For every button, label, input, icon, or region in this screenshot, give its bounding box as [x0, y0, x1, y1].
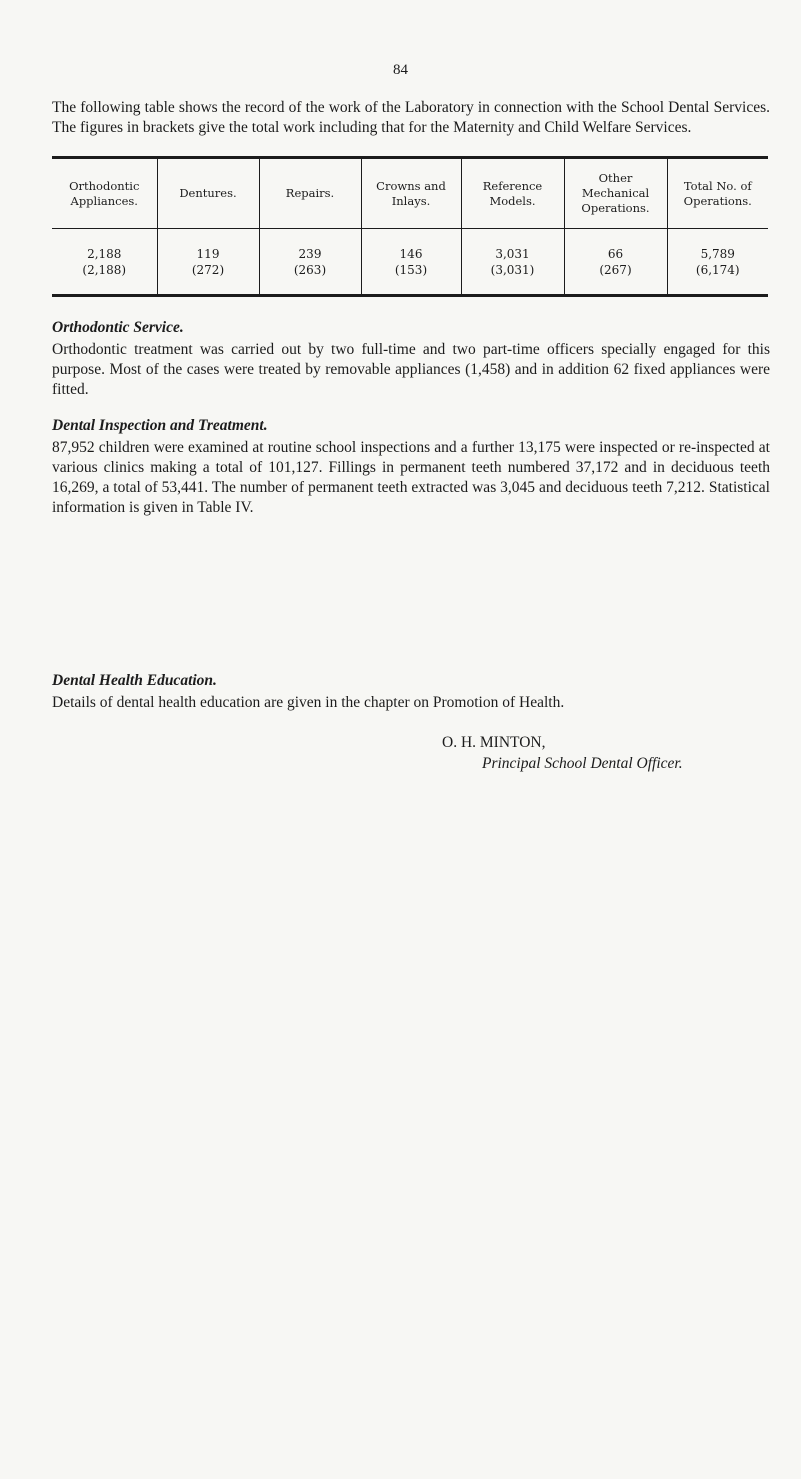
section-title-health-education: Dental Health Education. [52, 672, 217, 689]
header-crowns-and-inlays: Crowns and Inlays. [361, 158, 461, 229]
signature-title: Principal School Dental Officer. [482, 755, 683, 772]
page-number: 84 [393, 62, 408, 78]
section-body-health-education: Details of dental health education are given in the chapter on Promotion of Health. [52, 694, 565, 711]
table-cell: 2,188 (2,188) [82, 246, 127, 277]
table-header-row [52, 158, 768, 229]
table-cell: 66 (267) [564, 229, 667, 296]
table-cell: 3,031 (3,031) [461, 229, 564, 296]
header-other-mechanical-operations: Other Mechanical Operations. [564, 158, 667, 229]
header-total-operations: Total No. of Operations. [667, 158, 768, 229]
signature-name: O. H. MINTON, [442, 734, 546, 751]
table-cell: 119 (272) [157, 229, 259, 296]
section-body-inspection: 87,952 children were examined at routine school inspections and a further 13,175 were inspected or re-inspected at various clinics making a total of 101,127. Fillings in permanent teeth numbered 37,172 and in deciduous teeth 16,269, a total of 53,441. The number of permanent teeth extracted was 3,045 and deciduous teeth 7,212. Statistical information is given in Table IV. [52, 439, 770, 516]
header-orthodontic-appliances: Orthodontic Appliances. [52, 158, 157, 229]
table-row [52, 229, 768, 296]
table-cell: 146 (153) [361, 229, 461, 296]
section-title-orthodontic: Orthodontic Service. [52, 319, 184, 336]
section-body-orthodontic: Orthodontic treatment was carried out by two full-time and two part-time officers specially engaged for this purpose. Most of the cases were treated by removable appliances (1,458) and in addition 62 fixed appliances were fitted. [52, 341, 770, 398]
header-repairs: Repairs. [259, 158, 361, 229]
table-cell: 239 (263) [259, 229, 361, 296]
header-reference-models: Reference Models. [461, 158, 564, 229]
intro-paragraph: The following table shows the record of the work of the Laboratory in connection with the School Dental Services. The figures in brackets give the total work including that for the Maternity and Child Welfare Services. [52, 99, 770, 136]
laboratory-work-table [52, 156, 768, 297]
section-title-inspection: Dental Inspection and Treatment. [52, 417, 268, 434]
table-cell: 5,789 (6,174) [667, 229, 768, 296]
header-dentures: Dentures. [157, 158, 259, 229]
